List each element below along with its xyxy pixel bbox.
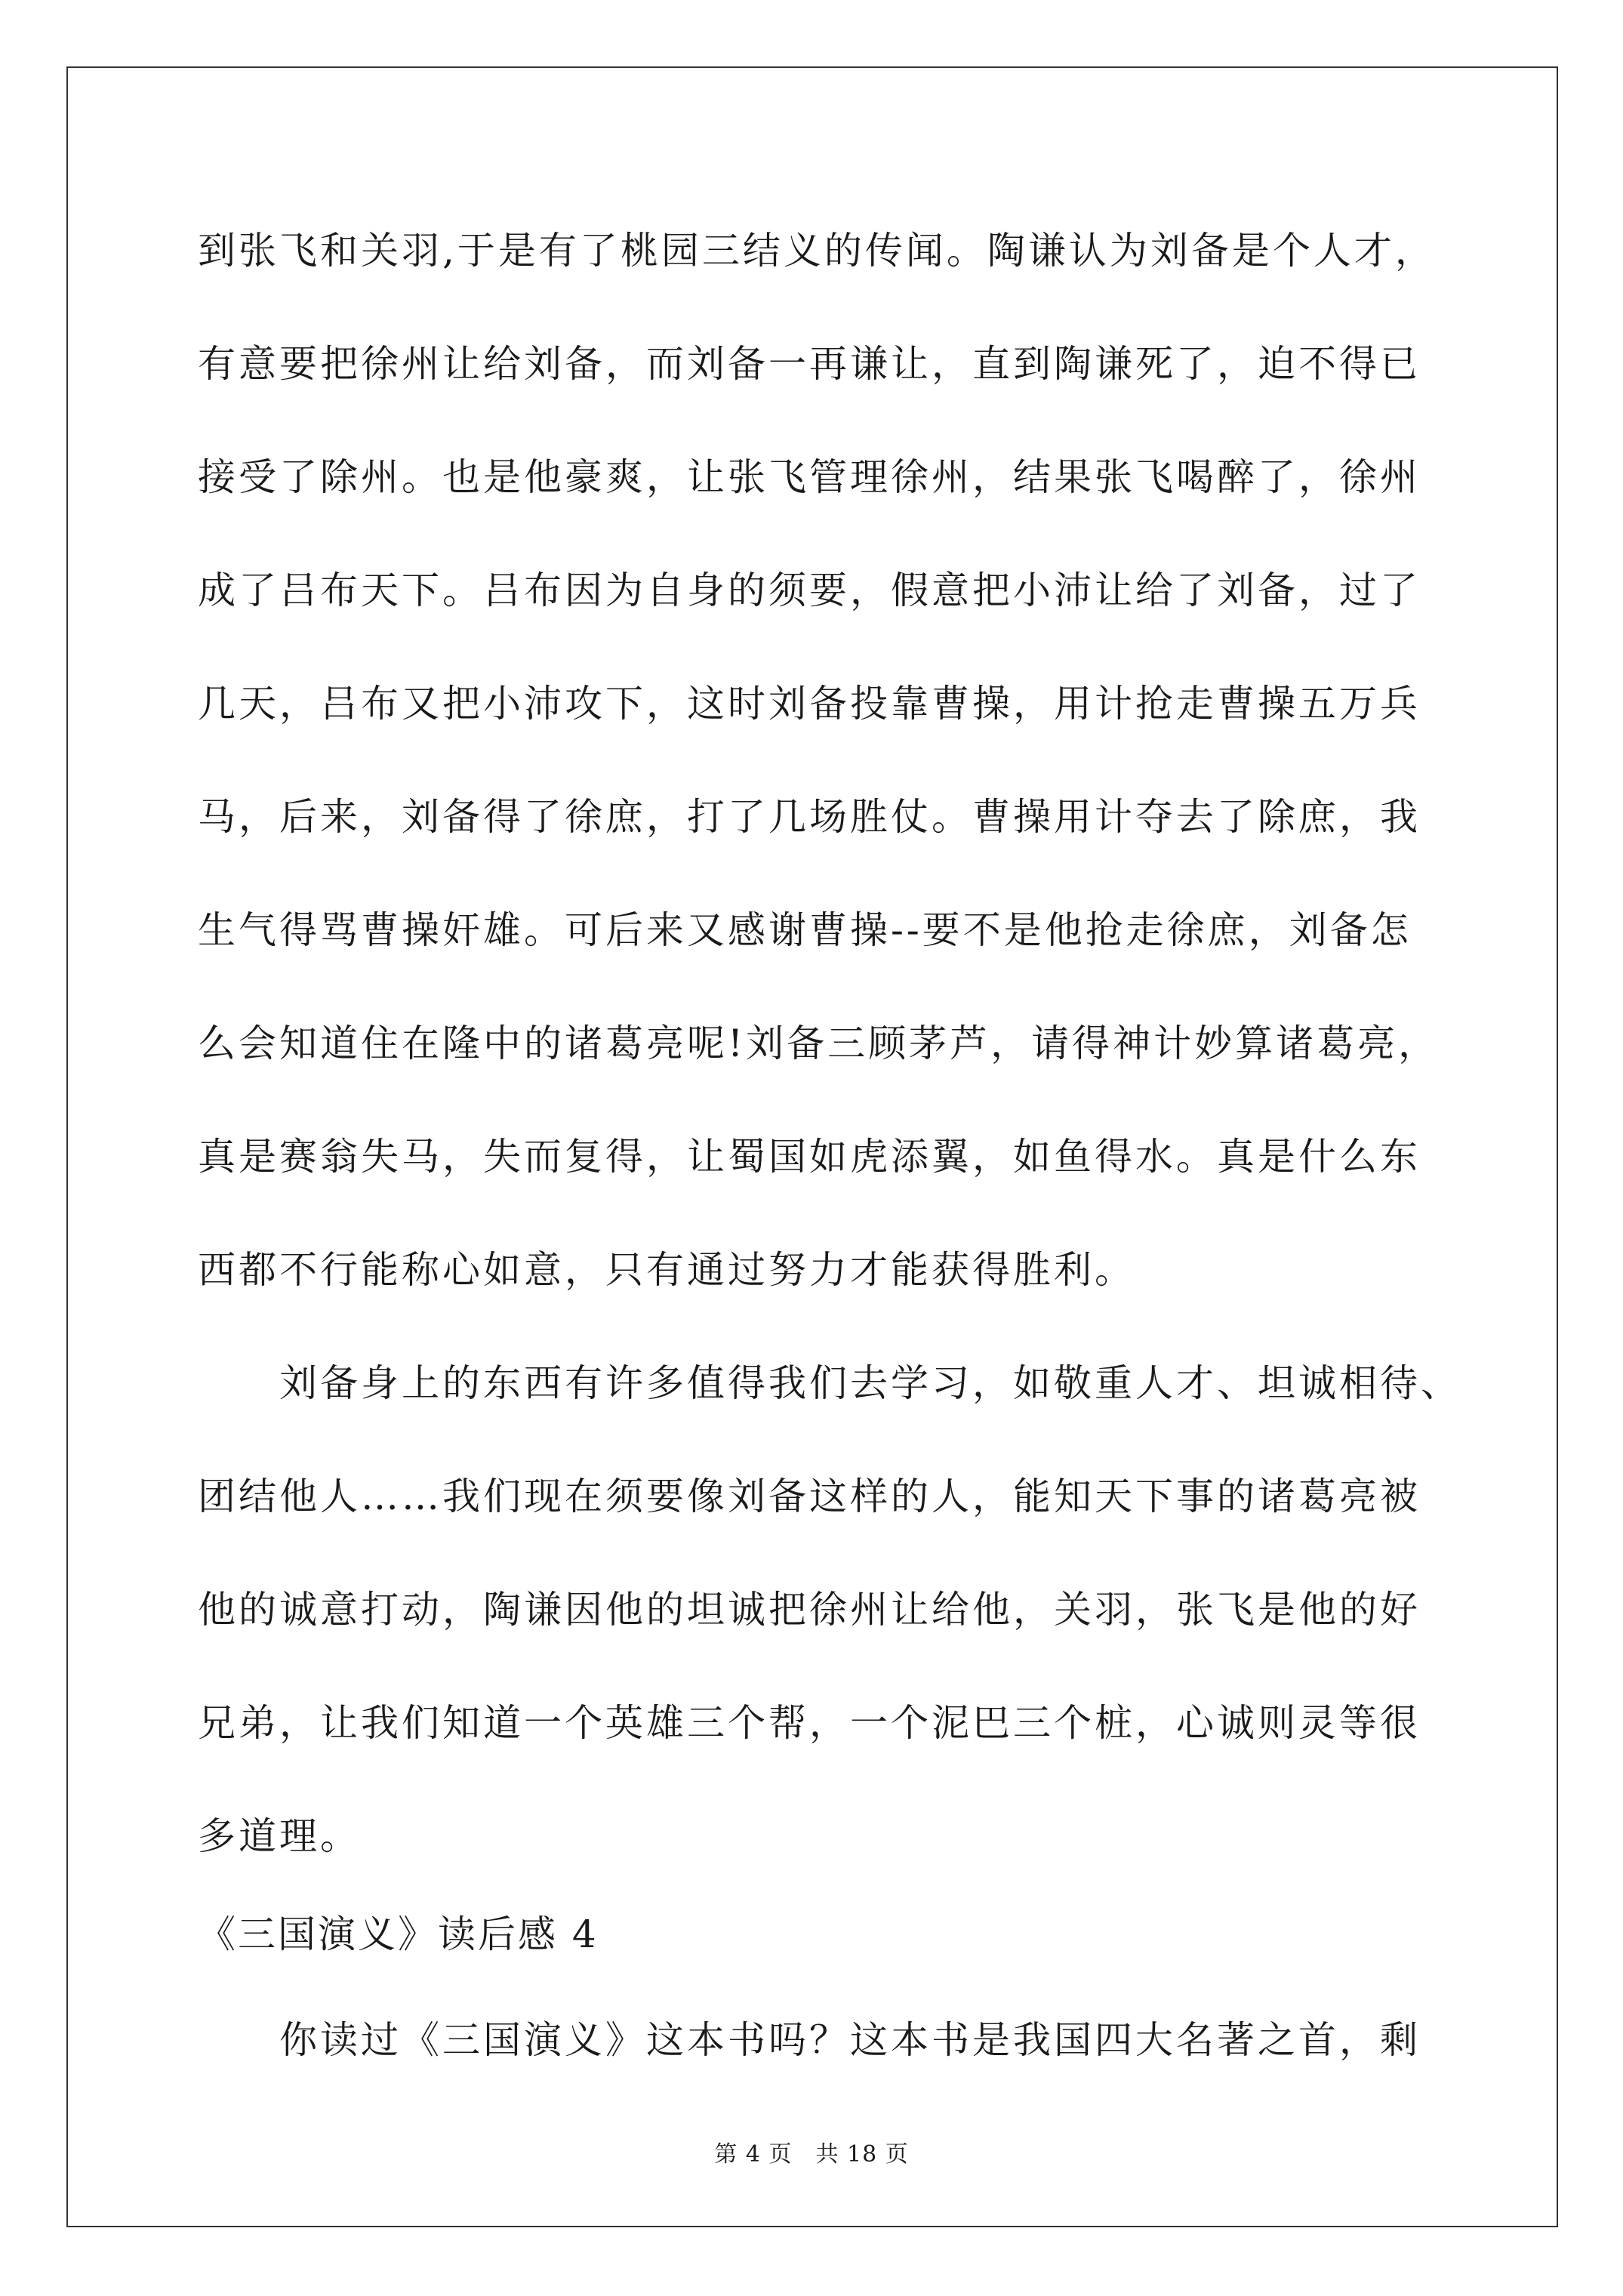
section-heading: 《三国演义》读后感 4 xyxy=(198,1912,599,1956)
paragraph-line: 团结他人……我们现在须要像刘备这样的人，能知天下事的诸葛亮被 xyxy=(198,1475,1421,1518)
paragraph-line: 么会知道住在隆中的诸葛亮呢!刘备三顾茅芦，请得神计妙算诸葛亮， xyxy=(198,1022,1440,1065)
paragraph-line: 几天，吕布又把小沛攻下，这时刘备投靠曹操，用计抢走曹操五万兵 xyxy=(198,682,1421,726)
paragraph-line: 他的诚意打动，陶谦因他的坦诚把徐州让给他，关羽，张飞是他的好 xyxy=(198,1588,1421,1632)
paragraph-line: 兄弟，让我们知道一个英雄三个帮，一个泥巴三个桩，心诚则灵等很 xyxy=(198,1701,1421,1745)
paragraph-line: 刘备身上的东西有许多值得我们去学习，如敬重人才、坦诚相待、 xyxy=(279,1361,1461,1405)
page-number: 第 4 页 共 18 页 xyxy=(714,2141,909,2168)
paragraph-line: 马，后来，刘备得了徐庶，打了几场胜仗。曹操用计夺去了除庶，我 xyxy=(198,795,1421,839)
paragraph-line: 有意要把徐州让给刘备，而刘备一再谦让，直到陶谦死了，迫不得已 xyxy=(198,342,1421,386)
paragraph-line: 成了吕布天下。吕布因为自身的须要，假意把小沛让给了刘备，过了 xyxy=(198,569,1421,612)
paragraph-line: 接受了除州。也是他豪爽，让张飞管理徐州，结果张飞喝醉了，徐州 xyxy=(198,455,1421,499)
paragraph-line: 多道理。 xyxy=(198,1814,361,1858)
paragraph-line: 到张飞和关羽,于是有了桃园三结义的传闻。陶谦认为刘备是个人才， xyxy=(198,229,1436,273)
paragraph-line: 你读过《三国演义》这本书吗？这本书是我国四大名著之首，剩 xyxy=(279,2018,1421,2062)
paragraph-line: 西都不行能称心如意，只有通过努力才能获得胜利。 xyxy=(198,1248,1135,1292)
paragraph-line: 真是赛翁失马，失而复得，让蜀国如虎添翼，如鱼得水。真是什么东 xyxy=(198,1135,1421,1179)
paragraph-line: 生气得骂曹操奸雄。可后来又感谢曹操--要不是他抢走徐庶，刘备怎 xyxy=(198,908,1412,952)
